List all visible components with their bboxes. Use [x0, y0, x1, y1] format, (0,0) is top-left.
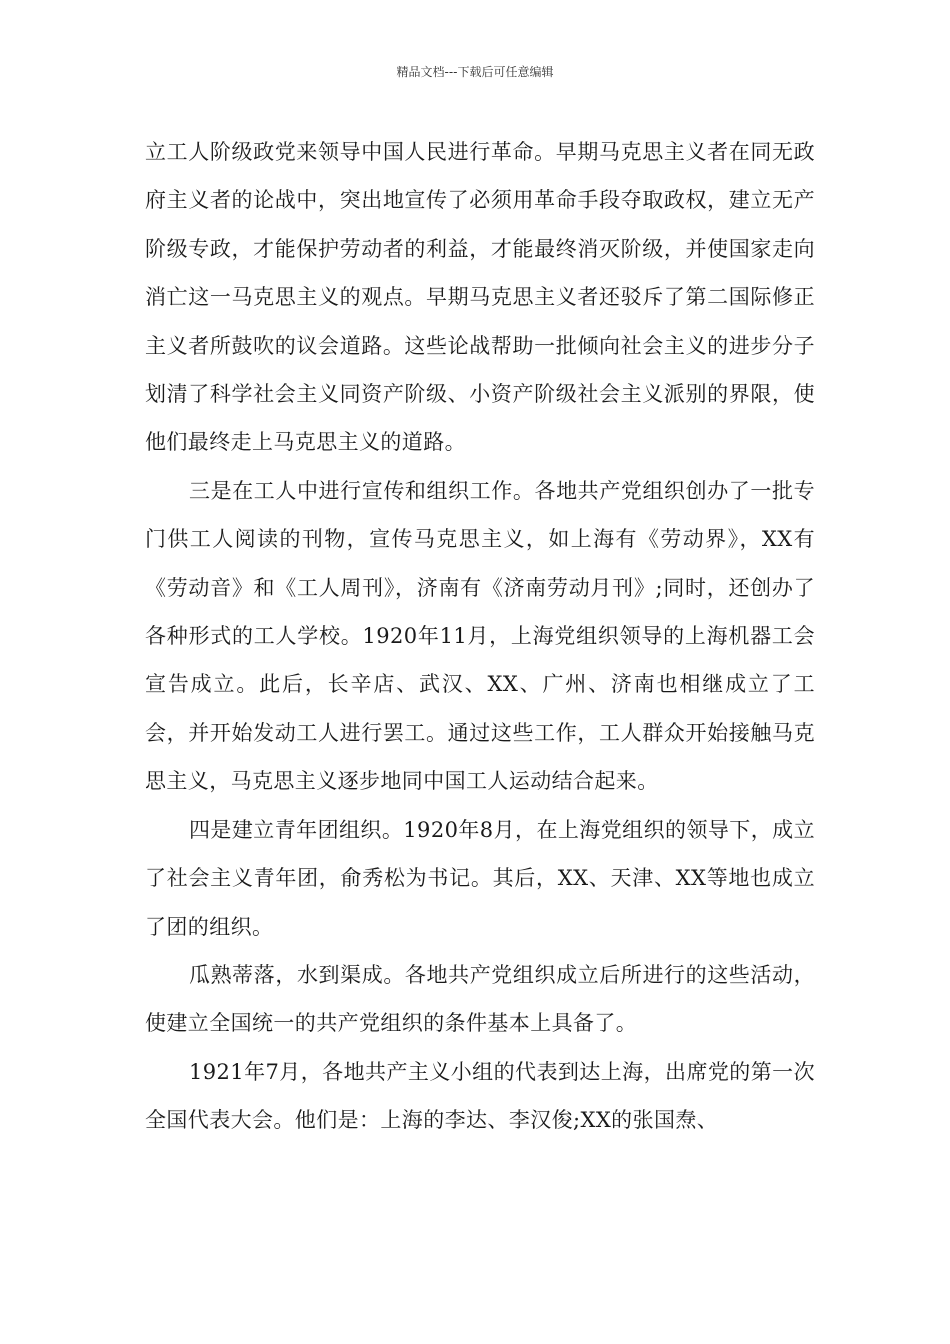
paragraph-1: 立工人阶级政党来领导中国人民进行革命。早期马克思主义者在同无政府主义者的论战中，突出地宣传了必须用革命手段夺取政权，建立无产阶级专政，才能保护劳动者的利益，才能最终消灭阶级，并使国家走向消亡这一马克思主义的观点。早期马克思主义者还驳斥了第二国际修正主义者所鼓吹的议会道路。这些论战帮助一批倾向社会主义的进步分子划清了科学社会主义同资产阶级、小资产阶级社会主义派别的界限，使他们最终走上马克思主义的道路。 — [145, 140, 815, 455]
paragraph-2: 三是在工人中进行宣传和组织工作。各地共产党组织创办了一批专门供工人阅读的刊物，宣传马克思主义，如上海有《劳动界》，XX有《劳动音》和《工人周刊》，济南有《济南劳动月刊》;同时，还创办了各种形式的工人学校。1920年11月，上海党组织领导的上海机器工会宣告成立。此后，长辛店、武汉、XX、广州、济南也相继成立了工会，并开始发动工人进行罢工。通过这些工作，工人群众开始接触马克思主义，马克思主义逐步地同中国工人运动结合起来。 — [145, 478, 815, 794]
paragraph-4: 瓜熟蒂落，水到渠成。各地共产党组织成立后所进行的这些活动，使建立全国统一的共产党组织的条件基本上具备了。 — [145, 962, 815, 1036]
document-body — [145, 128, 815, 1145]
paragraph-5: 1921年7月，各地共产主义小组的代表到达上海，出席党的第一次全国代表大会。他们是：上海的李达、李汉俊;XX的张国焘、 — [145, 1059, 815, 1133]
page-header: 精品文档---下载后可任意编辑 — [396, 65, 554, 79]
paragraph-3: 四是建立青年团组织。1920年8月，在上海党组织的领导下，成立了社会主义青年团，俞秀松为书记。其后，XX、天津、XX等地也成立了团的组织。 — [145, 817, 815, 939]
